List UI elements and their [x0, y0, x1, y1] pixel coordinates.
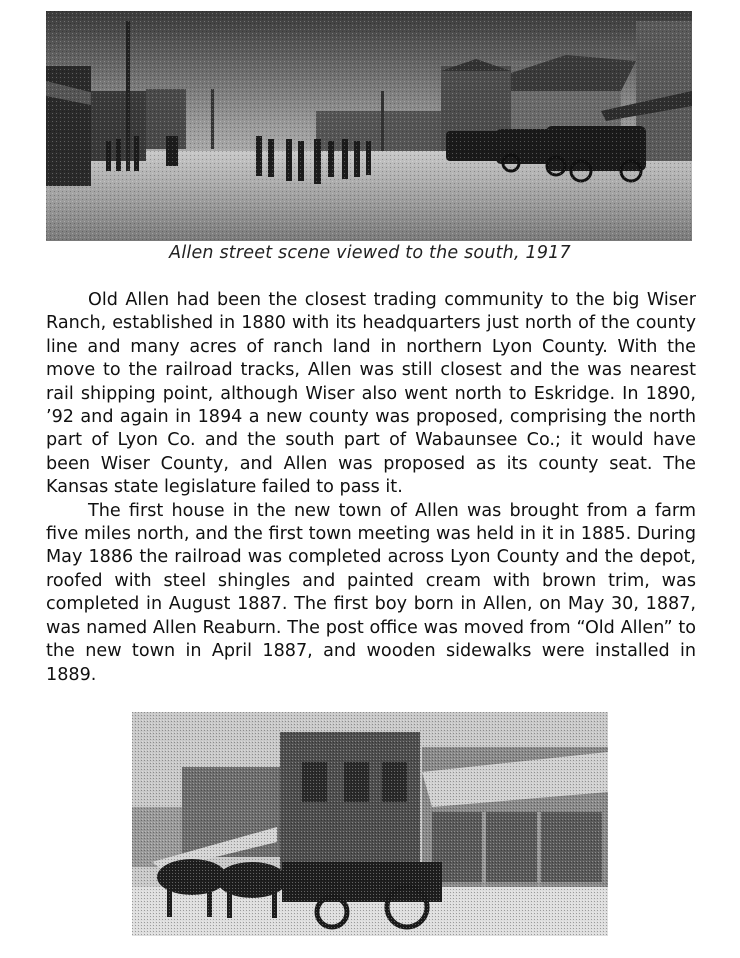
- street-scene-photo: [46, 11, 692, 241]
- wagon-storefront-image: [132, 712, 608, 936]
- photo-caption: Allen street scene viewed to the south, 1917: [169, 243, 571, 263]
- paragraph: Old Allen had been the closest trading community to the big Wiser Ranch, established in 1880 with its headquarters just north of the county line and many acres of ranch land in northern Lyon County. With the move to the railroad tracks, Allen was still closest and the was nearest rail shipping point, although Wiser also went north to Eskridge. In 1890, ’92 and again in 1894 a new county was proposed, comprising the north part of Lyon Co. and the south part of Wabaunsee Co.; it would have been Wiser County, and Allen was proposed as its county seat. The Kansas state legislature failed to pass it.: [46, 290, 696, 498]
- wagon-storefront-photo: [132, 712, 608, 936]
- street-scene-image: [46, 11, 692, 241]
- article-body: [46, 289, 696, 687]
- paragraph: The first house in the new town of Allen was brought from a farm five miles north, and the first town meeting was held in it in 1885. During May 1886 the railroad was completed across Lyon County and the depot, roofed with steel shingles and painted cream with brown trim, was completed in August 1887. The first boy born in Allen, on May 30, 1887, was named Allen Reaburn. The post office was moved from “Old Allen” to the new town in April 1887, and wooden sidewalks were installed in 1889.: [46, 500, 696, 685]
